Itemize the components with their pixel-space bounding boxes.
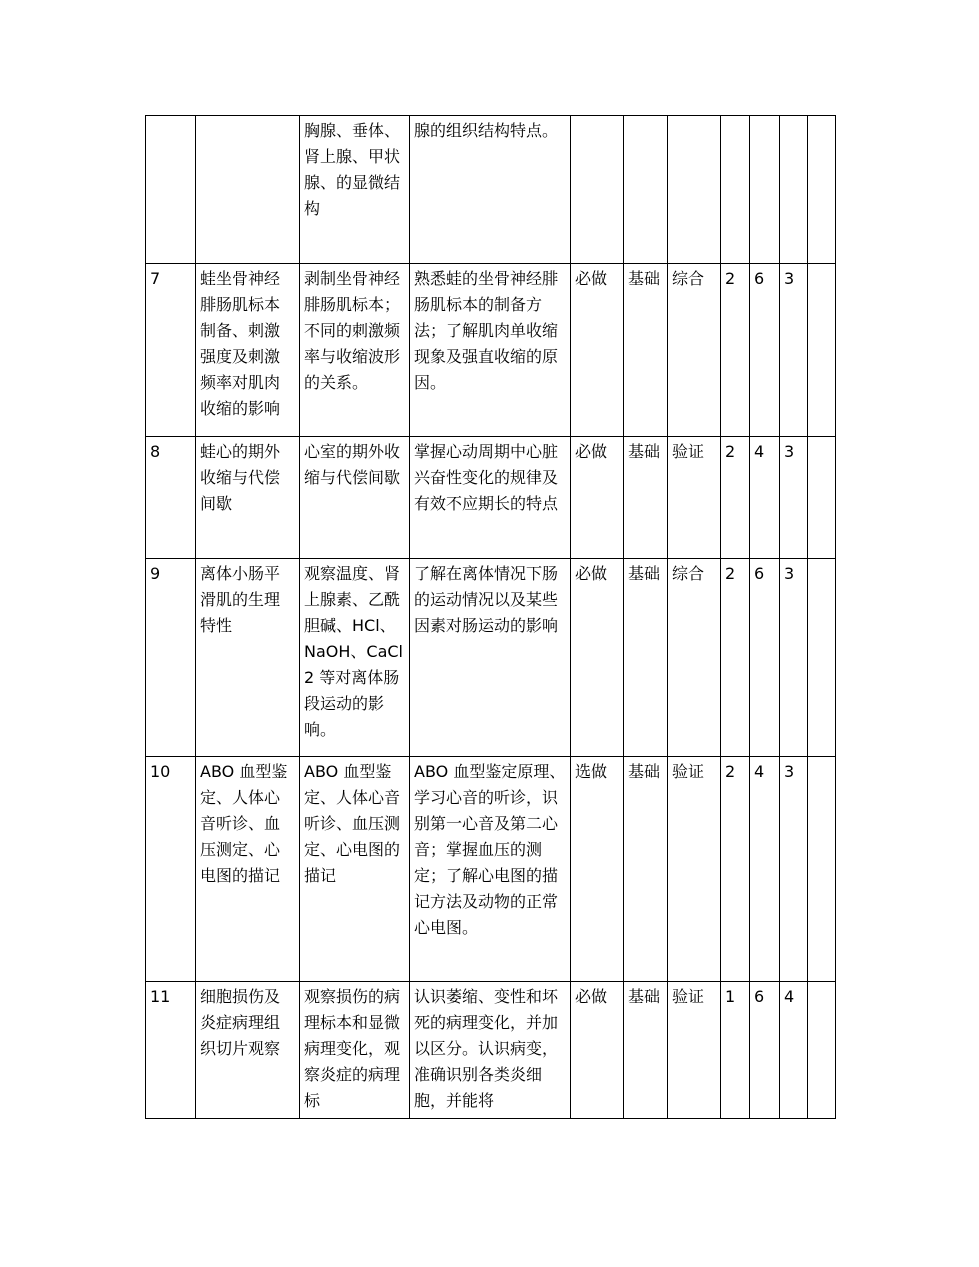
hours-cell-2 — [750, 116, 780, 264]
row-number-cell: 11 — [146, 982, 196, 1119]
category-cell: 验证 — [668, 982, 721, 1119]
hours-cell-4 — [808, 559, 836, 757]
experiment-name-cell: 蛙心的期外收缩与代偿间歇 — [196, 437, 300, 559]
hours-cell-2: 4 — [750, 437, 780, 559]
hours-cell-4 — [808, 437, 836, 559]
hours-cell-4 — [808, 757, 836, 982]
experiment-content-cell: 心室的期外收缩与代偿间歇 — [300, 437, 410, 559]
row-number-cell: 10 — [146, 757, 196, 982]
experiment-name-cell: 蛙坐骨神经腓肠肌标本制备、刺激强度及刺激频率对肌肉收缩的影响 — [196, 264, 300, 437]
level-cell: 基础 — [624, 264, 668, 437]
experiment-content-cell: 剥制坐骨神经腓肠肌标本；不同的刺激频率与收缩波形的关系。 — [300, 264, 410, 437]
category-cell: 验证 — [668, 437, 721, 559]
hours-cell-1: 2 — [721, 264, 750, 437]
experiment-name-cell: ABO 血型鉴定、人体心音听诊、血压测定、心电图的描记 — [196, 757, 300, 982]
experiment-content-cell: 观察温度、肾上腺素、乙酰胆碱、HCl、NaOH、CaCl2 等对离体肠段运动的影响。 — [300, 559, 410, 757]
experiment-name-cell: 离体小肠平滑肌的生理特性 — [196, 559, 300, 757]
row-number-cell: 9 — [146, 559, 196, 757]
table-row — [146, 437, 836, 559]
hours-cell-4 — [808, 982, 836, 1119]
level-cell: 基础 — [624, 559, 668, 757]
experiment-requirement-cell: ABO 血型鉴定原理、学习心音的听诊，识别第一心音及第二心音；掌握血压的测定；了解心电图的描记方法及动物的正常心电图。 — [410, 757, 571, 982]
experiment-content-cell: 胸腺、垂体、肾上腺、甲状腺、的显微结构 — [300, 116, 410, 264]
type-cell — [571, 116, 624, 264]
level-cell: 基础 — [624, 982, 668, 1119]
hours-cell-3: 4 — [780, 982, 808, 1119]
category-cell — [668, 116, 721, 264]
experiment-table — [145, 115, 836, 1119]
hours-cell-3: 3 — [780, 559, 808, 757]
hours-cell-3 — [780, 116, 808, 264]
hours-cell-2: 6 — [750, 982, 780, 1119]
experiment-requirement-cell: 认识萎缩、变性和坏死的病理变化，并加以区分。认识病变，准确识别各类炎细胞，并能将 — [410, 982, 571, 1119]
experiment-name-cell: 细胞损伤及炎症病理组织切片观察 — [196, 982, 300, 1119]
hours-cell-1: 2 — [721, 757, 750, 982]
category-cell: 验证 — [668, 757, 721, 982]
category-cell: 综合 — [668, 559, 721, 757]
experiment-content-cell: 观察损伤的病理标本和显微病理变化，观察炎症的病理标 — [300, 982, 410, 1119]
experiment-requirement-cell: 掌握心动周期中心脏兴奋性变化的规律及有效不应期长的特点 — [410, 437, 571, 559]
experiment-name-cell — [196, 116, 300, 264]
level-cell: 基础 — [624, 757, 668, 982]
type-cell: 必做 — [571, 559, 624, 757]
table-row — [146, 982, 836, 1119]
hours-cell-1: 2 — [721, 559, 750, 757]
hours-cell-1 — [721, 116, 750, 264]
hours-cell-2: 6 — [750, 264, 780, 437]
experiment-content-cell: ABO 血型鉴定、人体心音听诊、血压测定、心电图的描记 — [300, 757, 410, 982]
table-row — [146, 757, 836, 982]
level-cell — [624, 116, 668, 264]
row-number-cell: 7 — [146, 264, 196, 437]
row-number-cell — [146, 116, 196, 264]
table-row — [146, 116, 836, 264]
experiment-requirement-cell: 熟悉蛙的坐骨神经腓肠肌标本的制备方法；了解肌肉单收缩现象及强直收缩的原因。 — [410, 264, 571, 437]
hours-cell-3: 3 — [780, 437, 808, 559]
row-number-cell: 8 — [146, 437, 196, 559]
experiment-requirement-cell: 腺的组织结构特点。 — [410, 116, 571, 264]
hours-cell-2: 4 — [750, 757, 780, 982]
hours-cell-2: 6 — [750, 559, 780, 757]
type-cell: 必做 — [571, 264, 624, 437]
category-cell: 综合 — [668, 264, 721, 437]
hours-cell-3: 3 — [780, 757, 808, 982]
hours-cell-3: 3 — [780, 264, 808, 437]
type-cell: 必做 — [571, 982, 624, 1119]
hours-cell-4 — [808, 116, 836, 264]
hours-cell-1: 1 — [721, 982, 750, 1119]
type-cell: 必做 — [571, 437, 624, 559]
level-cell: 基础 — [624, 437, 668, 559]
hours-cell-4 — [808, 264, 836, 437]
table-row — [146, 559, 836, 757]
experiment-requirement-cell: 了解在离体情况下肠的运动情况以及某些因素对肠运动的影响 — [410, 559, 571, 757]
hours-cell-1: 2 — [721, 437, 750, 559]
table-row — [146, 264, 836, 437]
type-cell: 选做 — [571, 757, 624, 982]
